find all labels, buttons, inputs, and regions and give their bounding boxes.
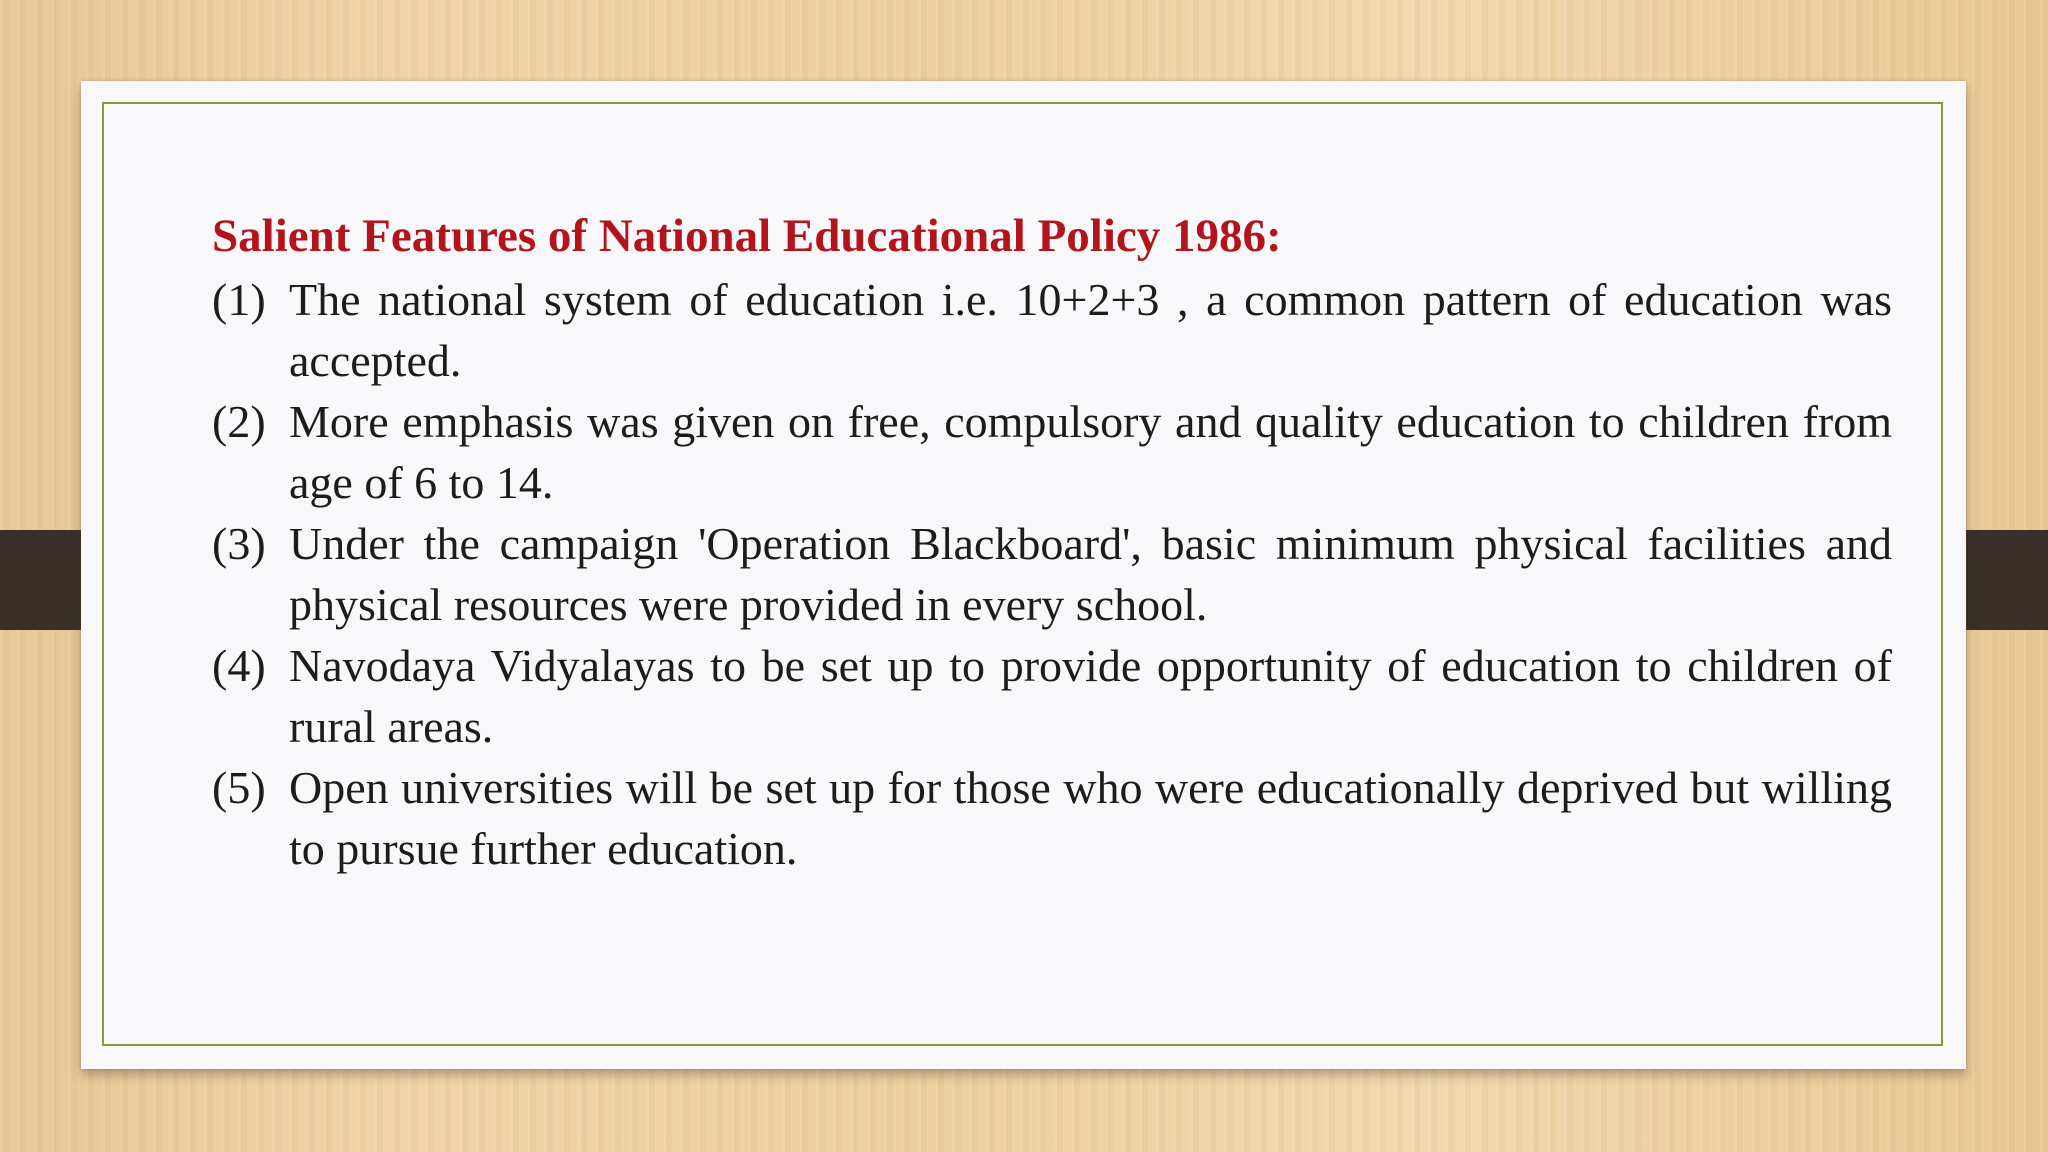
feature-list [212, 269, 1892, 879]
list-item-text: Navodaya Vidyalayas to be set up to provide opportunity of education to children of rural areas. [289, 640, 1892, 752]
list-item-text: The national system of education i.e. 10+2+3 , a common pattern of education was accepted. [289, 274, 1892, 386]
list-item-text: Open universities will be set up for those who were educationally deprived but willing to pursue further education. [289, 762, 1892, 874]
list-item [212, 757, 1892, 879]
slide-title: Salient Features of National Educational Policy 1986: [212, 210, 1282, 262]
list-item-number: (4) [212, 640, 266, 691]
list-item-number: (1) [212, 274, 266, 325]
list-item [212, 269, 1892, 391]
list-item-text: Under the campaign 'Operation Blackboard', basic minimum physical facilities and physical resources were provided in every school. [289, 518, 1892, 630]
list-item [212, 513, 1892, 635]
slide-content [212, 205, 1892, 879]
list-item-number: (3) [212, 518, 266, 569]
list-item [212, 391, 1892, 513]
list-item [212, 635, 1892, 757]
list-item-number: (5) [212, 762, 266, 813]
list-item-number: (2) [212, 396, 266, 447]
list-item-text: More emphasis was given on free, compulsory and quality education to children from age of 6 to 14. [289, 396, 1892, 508]
